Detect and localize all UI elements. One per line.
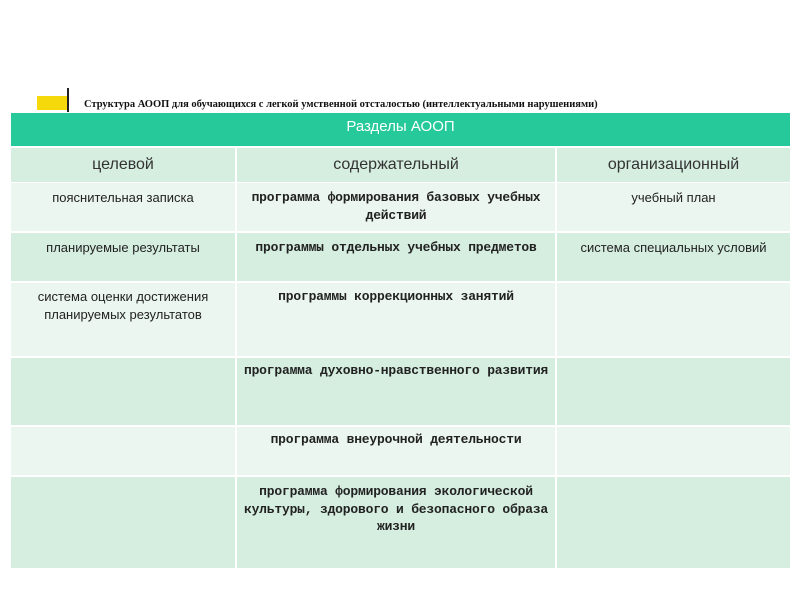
table-cell-r2-c2: программы отдельных учебных предметов [237,233,555,281]
table-cell-r6-c1 [11,477,235,568]
table-cell-r4-c3 [557,358,790,425]
table-header-title: Разделы АООП [346,118,455,135]
table-cell-r4-c2: программа духовно-нравственного развития [237,358,555,425]
table-cell-r1-c1: пояснительная записка [11,183,235,231]
table-cell-r5-c3 [557,427,790,475]
table-cell-r6-c3 [557,477,790,568]
table-cell-r5-c1 [11,427,235,475]
table-cell-r3-c1: система оценки достижения планируемых результатов [11,283,235,356]
table-cell-r1-c3: учебный план [557,183,790,231]
table-cell-r3-c3 [557,283,790,356]
table-cell-r3-c2: программы коррекционных занятий [237,283,555,356]
title-accent-line [67,88,69,112]
column-header-organizational: организационный [557,148,790,182]
table-cell-r4-c1 [11,358,235,425]
aoop-structure-table [11,113,790,568]
column-header-target: целевой [11,148,235,182]
table-caption: Структура АООП для обучающихся с легкой умственной отсталостью (интеллектуальными нарушениями) [84,99,598,110]
table-cell-r5-c2: программа внеурочной деятельности [237,427,555,475]
table-cell-r2-c1: планируемые результаты [11,233,235,281]
column-header-content: содержательный [237,148,555,182]
table-cell-r2-c3: система специальных условий [557,233,790,281]
table-cell-r6-c2: программа формирования экологической культуры, здорового и безопасного образа жизни [237,477,555,568]
table-header-band [11,113,790,146]
title-accent-bar [37,96,67,110]
table-cell-r1-c2: программа формирования базовых учебных действий [237,183,555,231]
